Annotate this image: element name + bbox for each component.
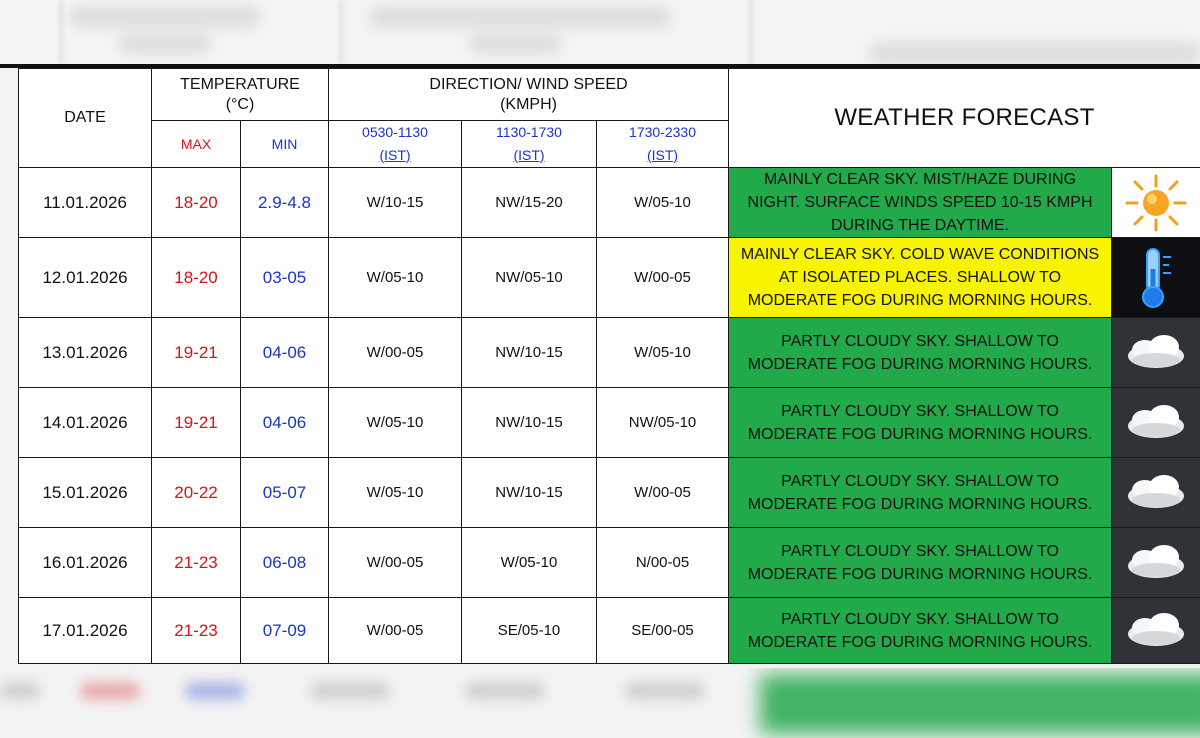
- wind-slot-2-value: NW/05-10: [495, 268, 563, 286]
- forecast-line: MODERATE FOG DURING MORNING HOURS.: [747, 292, 1093, 309]
- date-cell: [19, 168, 152, 238]
- header-max: [152, 121, 241, 168]
- slot-3-time: 1730-2330: [629, 124, 696, 140]
- wind-slot-2-value: NW/15-20: [495, 193, 563, 211]
- wind-slot-3-cell: [597, 528, 729, 598]
- header-max-label: MAX: [180, 135, 212, 152]
- wind-slot-3-value: N/00-05: [635, 553, 690, 571]
- forecast-line: MAINLY CLEAR SKY. COLD WAVE CONDITIONS: [740, 246, 1100, 263]
- wind-slot-1-cell: [329, 528, 462, 598]
- blurred-background-bottom: [0, 668, 1200, 738]
- table-row: [19, 458, 1200, 528]
- slot-1-tz: (IST): [379, 147, 411, 163]
- header-temperature-unit: (°C): [225, 95, 255, 113]
- header-slot-2: [462, 121, 597, 168]
- date-value: 11.01.2026: [43, 192, 127, 212]
- fog-cloud-icon: [1112, 458, 1200, 528]
- header-min: [241, 121, 329, 168]
- forecast-line: PARTLY CLOUDY SKY. SHALLOW TO: [781, 332, 1059, 350]
- wind-slot-1-cell: [329, 458, 462, 528]
- min-temp-cell: [241, 318, 329, 388]
- header-wind-unit: (KMPH): [500, 95, 557, 113]
- forecast-line: PARTLY CLOUDY SKY. SHALLOW TO: [781, 610, 1059, 628]
- wind-slot-2-cell: [462, 598, 597, 664]
- date-value: 17.01.2026: [42, 620, 128, 640]
- min-temp-value: 05-07: [262, 482, 307, 502]
- wind-slot-1-value: W/00-05: [366, 553, 424, 571]
- wind-slot-2-value: W/05-10: [500, 553, 558, 571]
- header-forecast-label: WEATHER FORECAST: [834, 104, 1095, 131]
- min-temp-value: 07-09: [262, 620, 307, 640]
- forecast-line: DURING THE DAYTIME.: [830, 217, 1010, 234]
- header-temperature-label: TEMPERATURE: [180, 75, 300, 93]
- forecast-cell: [729, 528, 1112, 598]
- max-temp-cell: [152, 598, 241, 664]
- blurred-background-top: [0, 0, 1200, 64]
- max-temp-cell: [152, 318, 241, 388]
- forecast-cell: [729, 238, 1112, 318]
- wind-slot-1-cell: [329, 388, 462, 458]
- forecast-cell: [729, 458, 1112, 528]
- header-wind: [329, 69, 729, 121]
- max-temp-cell: [152, 388, 241, 458]
- wind-slot-2-value: NW/10-15: [495, 413, 563, 431]
- slot-2-time: 1130-1730: [496, 124, 562, 140]
- wind-slot-3-value: W/00-05: [634, 483, 691, 501]
- header-slot-3: [597, 121, 729, 168]
- table-row: [19, 238, 1200, 318]
- wind-slot-1-cell: [329, 238, 462, 318]
- table-row: [19, 318, 1200, 388]
- min-temp-value: 04-06: [262, 342, 307, 362]
- max-temp-cell: [152, 168, 241, 238]
- date-cell: [19, 238, 152, 318]
- wind-slot-1-cell: [329, 318, 462, 388]
- date-cell: [19, 598, 152, 664]
- slot-1-time: 0530-1130: [362, 124, 428, 140]
- min-temp-cell: [241, 458, 329, 528]
- table-row: [19, 598, 1200, 664]
- forecast-line: NIGHT. SURFACE WINDS SPEED 10-15 KMPH: [747, 194, 1093, 211]
- wind-slot-2-cell: [462, 168, 597, 238]
- forecast-line: PARTLY CLOUDY SKY. SHALLOW TO: [781, 542, 1059, 560]
- max-temp-value: 20-22: [174, 482, 218, 502]
- fog-cloud-icon: [1112, 388, 1200, 458]
- forecast-line: MODERATE FOG DURING MORNING HOURS.: [747, 355, 1093, 373]
- wind-slot-1-value: W/05-10: [366, 268, 424, 286]
- header-min-label: MIN: [271, 135, 298, 152]
- wind-slot-2-cell: [462, 388, 597, 458]
- wind-slot-3-cell: [597, 318, 729, 388]
- slot-2-tz: (IST): [513, 147, 545, 163]
- forecast-cell: [729, 598, 1112, 664]
- min-temp-cell: [241, 238, 329, 318]
- wind-slot-2-value: NW/10-15: [495, 483, 563, 501]
- forecast-line: MODERATE FOG DURING MORNING HOURS.: [747, 633, 1093, 651]
- wind-slot-1-value: W/00-05: [366, 343, 424, 361]
- wind-slot-3-value: W/05-10: [634, 343, 691, 361]
- forecast-cell: [729, 168, 1112, 238]
- wind-slot-3-value: SE/00-05: [631, 621, 694, 639]
- min-temp-cell: [241, 528, 329, 598]
- table-row: [19, 388, 1200, 458]
- forecast-line: MAINLY CLEAR SKY. MIST/HAZE DURING: [763, 171, 1077, 188]
- forecast-cell: [729, 388, 1112, 458]
- date-cell: [19, 528, 152, 598]
- wind-slot-1-value: W/05-10: [366, 413, 424, 431]
- min-temp-cell: [241, 168, 329, 238]
- wind-slot-2-cell: [462, 458, 597, 528]
- fog-cloud-icon: [1112, 318, 1200, 388]
- thermometer-cold-icon: [1112, 238, 1200, 318]
- wind-slot-2-cell: [462, 318, 597, 388]
- min-temp-cell: [241, 388, 329, 458]
- fog-cloud-icon: [1112, 528, 1200, 598]
- wind-slot-3-cell: [597, 598, 729, 664]
- header-date-label: DATE: [64, 109, 106, 126]
- wind-slot-2-cell: [462, 528, 597, 598]
- forecast-line: PARTLY CLOUDY SKY. SHALLOW TO: [781, 402, 1059, 420]
- max-temp-value: 19-21: [174, 342, 218, 362]
- forecast-line: MODERATE FOG DURING MORNING HOURS.: [747, 565, 1093, 583]
- date-cell: [19, 388, 152, 458]
- forecast-line: MODERATE FOG DURING MORNING HOURS.: [747, 495, 1093, 513]
- wind-slot-3-cell: [597, 458, 729, 528]
- slot-3-tz: (IST): [646, 147, 679, 163]
- max-temp-value: 21-23: [174, 620, 218, 640]
- min-temp-cell: [241, 598, 329, 664]
- date-value: 12.01.2026: [42, 267, 128, 287]
- wind-slot-2-value: NW/10-15: [495, 343, 563, 361]
- min-temp-value: 2.9-4.8: [258, 192, 311, 212]
- date-value: 14.01.2026: [42, 412, 128, 432]
- header-forecast: [729, 69, 1200, 168]
- min-temp-value: 04-06: [262, 412, 307, 432]
- header-date: [19, 69, 152, 168]
- max-temp-value: 19-21: [174, 412, 218, 432]
- wind-slot-3-cell: [597, 388, 729, 458]
- date-cell: [19, 318, 152, 388]
- max-temp-cell: [152, 238, 241, 318]
- wind-slot-1-value: W/00-05: [366, 621, 424, 639]
- header-slot-1: [329, 121, 462, 168]
- min-temp-value: 06-08: [262, 552, 307, 572]
- weather-forecast-table: [18, 68, 1200, 664]
- forecast-cell: [729, 318, 1112, 388]
- max-temp-value: 18-20: [174, 267, 218, 287]
- wind-slot-3-cell: [597, 168, 729, 238]
- wind-slot-1-cell: [329, 168, 462, 238]
- wind-slot-3-value: W/00-05: [634, 268, 691, 286]
- fog-cloud-icon: [1112, 598, 1200, 664]
- max-temp-cell: [152, 528, 241, 598]
- table-row: [19, 168, 1200, 238]
- header-wind-label: DIRECTION/ WIND SPEED: [429, 75, 628, 93]
- date-value: 16.01.2026: [42, 552, 128, 572]
- wind-slot-3-value: W/05-10: [634, 193, 691, 211]
- sun-icon: [1112, 168, 1200, 238]
- forecast-line: PARTLY CLOUDY SKY. SHALLOW TO: [781, 472, 1059, 490]
- wind-slot-1-value: W/10-15: [366, 193, 424, 211]
- wind-slot-3-cell: [597, 238, 729, 318]
- max-temp-value: 18-20: [174, 192, 218, 212]
- wind-slot-1-value: W/05-10: [366, 483, 424, 501]
- header-temperature: [152, 69, 329, 121]
- max-temp-cell: [152, 458, 241, 528]
- date-value: 15.01.2026: [42, 482, 128, 502]
- min-temp-value: 03-05: [262, 267, 307, 287]
- max-temp-value: 21-23: [174, 552, 218, 572]
- date-cell: [19, 458, 152, 528]
- wind-slot-1-cell: [329, 598, 462, 664]
- date-value: 13.01.2026: [42, 342, 128, 362]
- forecast-line: AT ISOLATED PLACES. SHALLOW TO: [778, 269, 1062, 286]
- wind-slot-2-value: SE/05-10: [497, 621, 561, 639]
- table-row: [19, 528, 1200, 598]
- wind-slot-2-cell: [462, 238, 597, 318]
- forecast-line: MODERATE FOG DURING MORNING HOURS.: [747, 425, 1093, 443]
- wind-slot-3-value: NW/05-10: [628, 413, 697, 431]
